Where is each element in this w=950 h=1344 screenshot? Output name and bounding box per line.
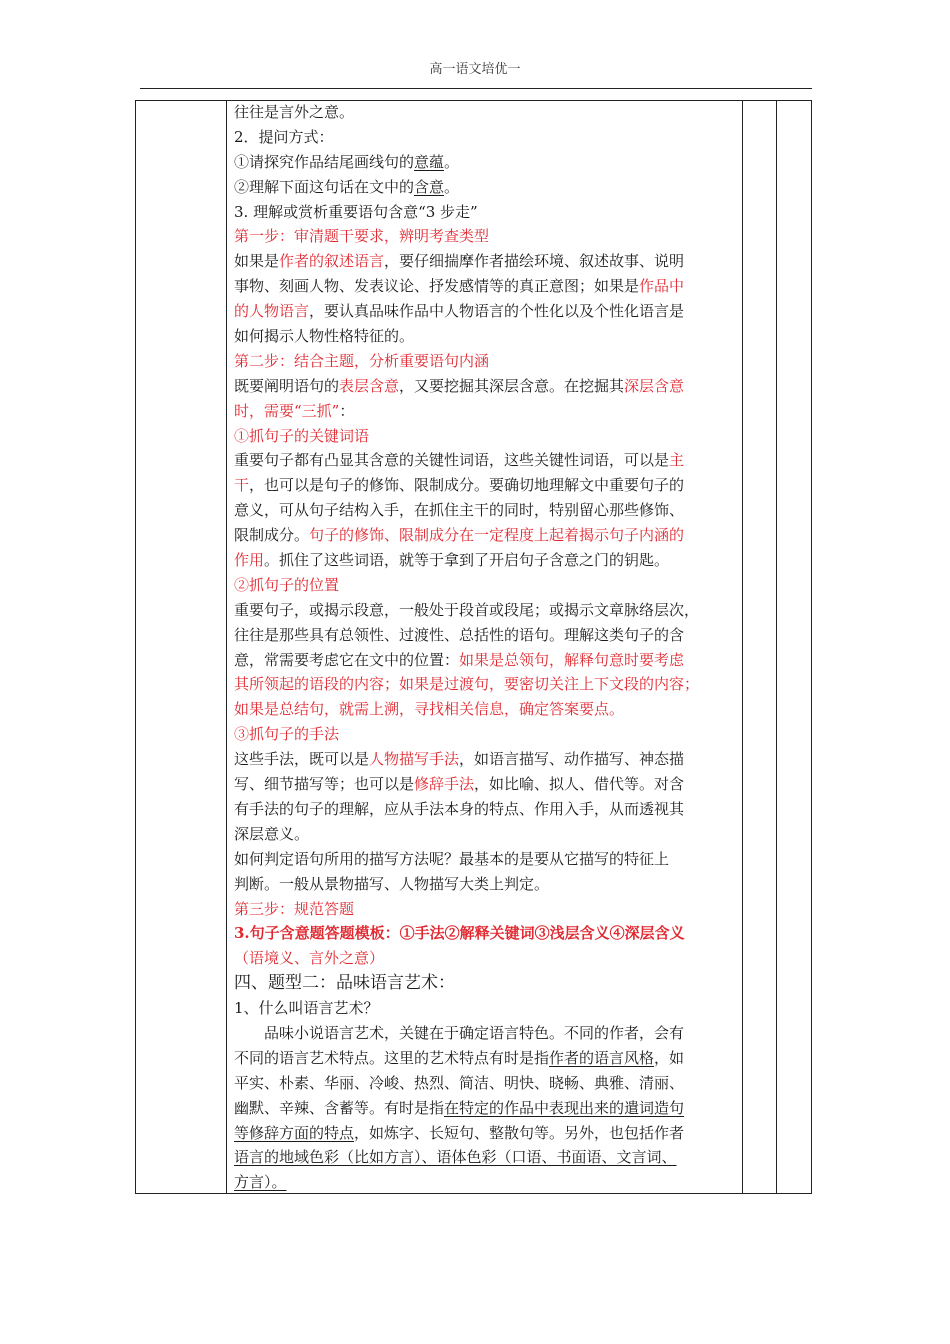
text-segment: 如果是: [234, 252, 280, 271]
highlighted-text: 句子的修饰、限制成分在一定程度上起着揭示句子内涵的: [309, 526, 685, 545]
text-line: [234, 175, 742, 200]
text-segment: 四、题型二：品味语言艺术：: [234, 973, 455, 994]
text-line: [234, 1071, 742, 1096]
page-header: 高一语文培优一: [429, 62, 521, 77]
text-line: [234, 946, 742, 971]
text-segment: 在特定的作品中表现出来的遣词造句: [444, 1098, 685, 1117]
text-segment: ，又要挖掘其深层含意。在挖掘其: [399, 376, 625, 395]
text-line: [234, 399, 742, 424]
highlighted-text: 如果是总结句，就需上溯，寻找相关信息，确定答案要点。: [234, 700, 625, 719]
text-line: [234, 772, 742, 797]
text-line: [234, 1170, 742, 1195]
text-line: [234, 1145, 742, 1170]
text-line: [234, 648, 742, 673]
highlighted-text: 其所领起的语段的内容；如果是过渡句，要密切关注上下文段的内容；: [234, 675, 700, 694]
text-line: [234, 274, 742, 299]
text-line: [234, 498, 742, 523]
text-segment: 语言的地域色彩（比如方言）、语体色彩（口语、书面语、文言词、: [234, 1148, 677, 1167]
text-line: [234, 150, 742, 175]
lesson-content: [234, 100, 742, 1195]
highlighted-text: 作用: [234, 551, 265, 570]
text-line: [234, 523, 742, 548]
text-line: [234, 324, 742, 349]
highlighted-text: （语境义、言外之意）: [234, 949, 385, 968]
text-line: [234, 697, 742, 722]
text-segment: 方言）。: [234, 1173, 287, 1192]
highlighted-text: 3.句子含意题答题模板：①手法②解释关键词③浅层含义④深层含义: [234, 924, 685, 943]
text-segment: ：: [339, 401, 355, 420]
highlighted-text: 人物描写手法: [369, 750, 460, 769]
text-segment: 深层意义。: [234, 824, 310, 843]
highlighted-text: 表层含意: [339, 376, 400, 395]
highlighted-text: ②抓句子的位置: [234, 575, 340, 594]
text-segment: ，要认真品味作品中人物语言的个性化以及个性化语言是: [309, 302, 685, 321]
text-segment: ，如: [654, 1048, 685, 1067]
header-rule: [140, 88, 812, 89]
highlighted-text: ③抓句子的手法: [234, 725, 340, 744]
text-segment: 幽默、辛辣、含蓄等。有时是指: [234, 1098, 445, 1117]
text-line: [234, 125, 742, 150]
text-segment: ②理解下面这句话在文中的: [234, 177, 415, 196]
text-segment: ，要仔细揣摩作者描绘环境、叙述故事、说明: [384, 252, 685, 271]
highlighted-text: 主: [669, 451, 685, 470]
highlighted-text: 修辞手法: [414, 775, 475, 794]
text-line: [234, 1121, 742, 1146]
text-line: [234, 797, 742, 822]
text-segment: 2．提问方式：: [234, 127, 334, 146]
text-segment: ，如语言描写、动作描写、神态描: [459, 750, 685, 769]
text-line: [234, 996, 742, 1021]
text-line: [234, 200, 742, 225]
text-line: [234, 548, 742, 573]
highlighted-text: 的人物语言: [234, 302, 310, 321]
text-line: [234, 623, 742, 648]
text-line: [234, 374, 742, 399]
text-segment: 往往是言外之意。: [234, 103, 355, 121]
text-segment: 如何揭示人物性格特征的。: [234, 327, 415, 346]
text-line: [234, 598, 742, 623]
text-segment: ①请探究作品结尾画线句的: [234, 152, 415, 171]
text-segment: 限制成分。: [234, 526, 310, 545]
text-segment: 重要句子，或揭示段意，一般处于段首或段尾；或揭示文章脉络层次，: [234, 600, 700, 619]
highlighted-text: 作者的叙述语言: [279, 252, 385, 271]
text-line: [234, 573, 742, 598]
text-line: [234, 1046, 742, 1071]
text-line: [234, 100, 742, 125]
text-line: [234, 872, 742, 897]
text-line: [234, 847, 742, 872]
text-line: [234, 1096, 742, 1121]
text-line: [234, 672, 742, 697]
text-segment: 重要句子都有凸显其含意的关键性词语，这些关键性词语，可以是: [234, 451, 670, 470]
highlighted-text: 作品中: [639, 277, 685, 296]
text-segment: 。: [444, 177, 460, 196]
text-line: [234, 424, 742, 449]
column-divider: [776, 101, 777, 1193]
highlighted-text: ①抓句子的关键词语: [234, 426, 370, 445]
text-segment: 事物、刻画人物、发表议论、抒发感情等的真正意图；如果是: [234, 277, 640, 296]
text-segment: 意，常需要考虑它在文中的位置：: [234, 650, 460, 669]
text-segment: 判断。一般从景物描写、人物描写大类上判定。: [234, 874, 550, 893]
text-segment: ，也可以是句子的修饰、限制成分。要确切地理解文中重要句子的: [249, 476, 685, 495]
text-segment: 品味小说语言艺术，关键在于确定语言特色。不同的作者，会有: [234, 1023, 685, 1042]
text-segment: 这些手法，既可以是: [234, 750, 370, 769]
highlighted-text: 深层含意: [624, 376, 685, 395]
text-line: [234, 1021, 742, 1046]
text-line: [234, 349, 742, 374]
highlighted-text: 时，需要“三抓”: [234, 401, 340, 420]
text-segment: 既要阐明语句的: [234, 376, 340, 395]
text-line: [234, 747, 742, 772]
text-segment: 。抓住了这些词语，就等于拿到了开启句子含意之门的钥匙。: [264, 551, 670, 570]
highlighted-text: 如果是总领句，解释句意时要考虑: [459, 650, 685, 669]
text-line: [234, 249, 742, 274]
text-line: [234, 897, 742, 922]
highlighted-text: 第二步：结合主题，分析重要语句内涵: [234, 351, 490, 370]
text-line: [234, 822, 742, 847]
text-line: [234, 473, 742, 498]
column-divider: [226, 101, 227, 1193]
text-segment: 意义，可从句子结构入手，在抓住主干的同时，特别留心那些修饰、: [234, 501, 685, 520]
text-line: [234, 224, 742, 249]
text-segment: 往往是那些具有总领性、过渡性、总括性的语句。理解这类句子的含: [234, 625, 685, 644]
text-segment: 如何判定语句所用的描写方法呢？最基本的是要从它描写的特征上: [234, 849, 670, 868]
text-line: [234, 722, 742, 747]
text-segment: 作者的语言风格: [549, 1048, 655, 1067]
text-line: [234, 299, 742, 324]
highlighted-text: 干: [234, 476, 250, 495]
text-segment: 3. 理解或赏析重要语句含意“3 步走”: [234, 202, 478, 221]
text-segment: 写、细节描写等；也可以是: [234, 775, 415, 794]
text-line: [234, 971, 742, 996]
text-segment: 。: [444, 152, 460, 171]
highlighted-text: 第一步：审清题干要求，辨明考查类型: [234, 227, 490, 246]
text-segment: ，如炼字、长短句、整散句等。另外，也包括作者: [354, 1123, 685, 1142]
text-line: [234, 448, 742, 473]
text-segment: 意蕴: [414, 152, 445, 171]
text-segment: 不同的语言艺术特点。这里的艺术特点有时是指: [234, 1048, 550, 1067]
text-segment: ，如比喻、拟人、借代等。对含: [474, 775, 685, 794]
text-segment: 等修辞方面的特点: [234, 1123, 355, 1142]
highlighted-text: 第三步：规范答题: [234, 899, 355, 918]
text-segment: 含意: [414, 177, 445, 196]
text-segment: 平实、朴素、华丽、冷峻、热烈、简洁、明快、晓畅、典雅、清丽、: [234, 1073, 685, 1092]
text-segment: 有手法的句子的理解，应从手法本身的特点、作用入手，从而透视其: [234, 799, 685, 818]
text-segment: 1、什么叫语言艺术？: [234, 999, 379, 1018]
column-divider: [742, 101, 743, 1193]
text-line: [234, 921, 742, 946]
